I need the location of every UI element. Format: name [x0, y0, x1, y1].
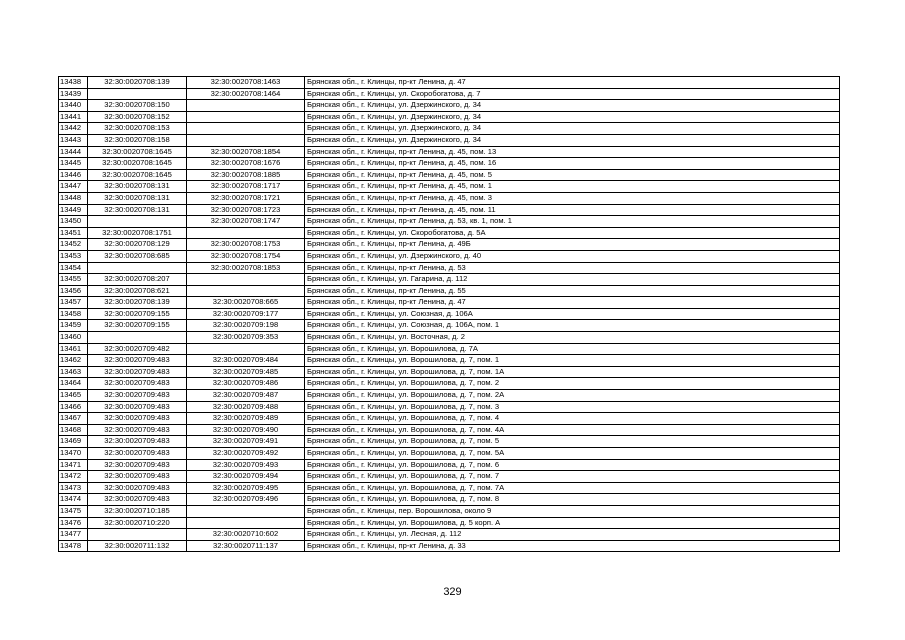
- row-number-cell: 13453: [59, 250, 88, 262]
- address-cell: Брянская обл., г. Клинцы, ул. Союзная, д. 106А, пом. 1: [305, 320, 840, 332]
- object-number-cell: [187, 111, 305, 123]
- address-cell: Брянская обл., г. Клинцы, пр-кт Ленина, д. 53, кв. 1, пом. 1: [305, 216, 840, 228]
- address-cell: Брянская обл., г. Клинцы, ул. Ворошилова, д. 7, пом. 8: [305, 494, 840, 506]
- table-row: [59, 239, 840, 251]
- row-number-cell: 13446: [59, 169, 88, 181]
- object-number-cell: 32:30:0020710:602: [187, 529, 305, 541]
- address-cell: Брянская обл., г. Клинцы, пер. Ворошилова, около 9: [305, 505, 840, 517]
- parcel-number-cell: 32:30:0020708:139: [88, 77, 187, 89]
- object-number-cell: [187, 343, 305, 355]
- table-row: [59, 401, 840, 413]
- object-number-cell: 32:30:0020709:493: [187, 459, 305, 471]
- parcel-number-cell: [88, 88, 187, 100]
- row-number-cell: 13462: [59, 355, 88, 367]
- object-number-cell: 32:30:0020709:489: [187, 413, 305, 425]
- address-cell: Брянская обл., г. Клинцы, ул. Скоробогатова, д. 7: [305, 88, 840, 100]
- address-cell: Брянская обл., г. Клинцы, пр-кт Ленина, д. 45, пом. 16: [305, 158, 840, 170]
- table-row: [59, 111, 840, 123]
- parcel-number-cell: 32:30:0020708:1645: [88, 158, 187, 170]
- address-cell: Брянская обл., г. Клинцы, ул. Скоробогатова, д. 5А: [305, 227, 840, 239]
- object-number-cell: 32:30:0020709:487: [187, 390, 305, 402]
- address-cell: Брянская обл., г. Клинцы, ул. Ворошилова, д. 7, пом. 4: [305, 413, 840, 425]
- address-cell: Брянская обл., г. Клинцы, пр-кт Ленина, д. 53: [305, 262, 840, 274]
- table-row: [59, 262, 840, 274]
- address-cell: Брянская обл., г. Клинцы, пр-кт Ленина, д. 47: [305, 77, 840, 89]
- row-number-cell: 13472: [59, 471, 88, 483]
- parcel-number-cell: 32:30:0020709:483: [88, 494, 187, 506]
- row-number-cell: 13469: [59, 436, 88, 448]
- parcel-number-cell: 32:30:0020708:139: [88, 297, 187, 309]
- row-number-cell: 13470: [59, 448, 88, 460]
- row-number-cell: 13474: [59, 494, 88, 506]
- parcel-number-cell: 32:30:0020710:220: [88, 517, 187, 529]
- parcel-number-cell: 32:30:0020709:483: [88, 482, 187, 494]
- parcel-number-cell: 32:30:0020708:621: [88, 285, 187, 297]
- table-row: [59, 134, 840, 146]
- object-number-cell: 32:30:0020709:491: [187, 436, 305, 448]
- table-row: [59, 274, 840, 286]
- address-cell: Брянская обл., г. Клинцы, ул. Дзержинского, д. 34: [305, 111, 840, 123]
- table-row: [59, 158, 840, 170]
- parcel-number-cell: 32:30:0020709:155: [88, 308, 187, 320]
- table-row: [59, 216, 840, 228]
- parcel-number-cell: 32:30:0020708:153: [88, 123, 187, 135]
- row-number-cell: 13475: [59, 505, 88, 517]
- row-number-cell: 13448: [59, 192, 88, 204]
- row-number-cell: 13471: [59, 459, 88, 471]
- row-number-cell: 13464: [59, 378, 88, 390]
- object-number-cell: 32:30:0020709:485: [187, 366, 305, 378]
- object-number-cell: 32:30:0020708:665: [187, 297, 305, 309]
- address-cell: Брянская обл., г. Клинцы, ул. Ворошилова, д. 7, пом. 7: [305, 471, 840, 483]
- row-number-cell: 13473: [59, 482, 88, 494]
- row-number-cell: 13438: [59, 77, 88, 89]
- object-number-cell: 32:30:0020709:490: [187, 424, 305, 436]
- address-cell: Брянская обл., г. Клинцы, пр-кт Ленина, д. 45, пом. 13: [305, 146, 840, 158]
- row-number-cell: 13463: [59, 366, 88, 378]
- address-cell: Брянская обл., г. Клинцы, ул. Ворошилова, д. 7, пом. 4А: [305, 424, 840, 436]
- object-number-cell: [187, 517, 305, 529]
- parcel-number-cell: 32:30:0020709:483: [88, 390, 187, 402]
- table-row: [59, 517, 840, 529]
- address-cell: Брянская обл., г. Клинцы, ул. Восточная, д. 2: [305, 332, 840, 344]
- table-row: [59, 332, 840, 344]
- object-number-cell: 32:30:0020708:1753: [187, 239, 305, 251]
- table-row: [59, 169, 840, 181]
- table-row: [59, 448, 840, 460]
- table-row: [59, 297, 840, 309]
- parcel-number-cell: 32:30:0020708:131: [88, 204, 187, 216]
- table-row: [59, 436, 840, 448]
- row-number-cell: 13459: [59, 320, 88, 332]
- row-number-cell: 13467: [59, 413, 88, 425]
- row-number-cell: 13452: [59, 239, 88, 251]
- parcel-number-cell: 32:30:0020709:483: [88, 366, 187, 378]
- parcel-number-cell: 32:30:0020708:1645: [88, 169, 187, 181]
- table-row: [59, 343, 840, 355]
- table-row: [59, 146, 840, 158]
- table-row: [59, 308, 840, 320]
- row-number-cell: 13465: [59, 390, 88, 402]
- address-cell: Брянская обл., г. Клинцы, ул. Ворошилова, д. 7, пом. 6: [305, 459, 840, 471]
- parcel-number-cell: 32:30:0020708:131: [88, 181, 187, 193]
- row-number-cell: 13441: [59, 111, 88, 123]
- parcel-number-cell: 32:30:0020708:150: [88, 100, 187, 112]
- address-cell: Брянская обл., г. Клинцы, ул. Ворошилова, д. 7, пом. 5: [305, 436, 840, 448]
- table-row: [59, 482, 840, 494]
- parcel-number-cell: 32:30:0020709:483: [88, 459, 187, 471]
- row-number-cell: 13457: [59, 297, 88, 309]
- address-cell: Брянская обл., г. Клинцы, ул. Лесная, д. 112: [305, 529, 840, 541]
- table-row: [59, 250, 840, 262]
- object-number-cell: 32:30:0020709:486: [187, 378, 305, 390]
- object-number-cell: 32:30:0020709:488: [187, 401, 305, 413]
- parcel-number-cell: 32:30:0020709:483: [88, 436, 187, 448]
- table-row: [59, 181, 840, 193]
- parcel-number-cell: 32:30:0020709:483: [88, 401, 187, 413]
- row-number-cell: 13450: [59, 216, 88, 228]
- row-number-cell: 13445: [59, 158, 88, 170]
- parcel-number-cell: 32:30:0020709:483: [88, 424, 187, 436]
- object-number-cell: 32:30:0020708:1747: [187, 216, 305, 228]
- row-number-cell: 13477: [59, 529, 88, 541]
- address-cell: Брянская обл., г. Клинцы, ул. Дзержинского, д. 34: [305, 134, 840, 146]
- row-number-cell: 13442: [59, 123, 88, 135]
- object-number-cell: 32:30:0020708:1464: [187, 88, 305, 100]
- table-row: [59, 505, 840, 517]
- object-number-cell: 32:30:0020708:1885: [187, 169, 305, 181]
- row-number-cell: 13466: [59, 401, 88, 413]
- address-cell: Брянская обл., г. Клинцы, ул. Ворошилова, д. 7, пом. 3: [305, 401, 840, 413]
- object-number-cell: 32:30:0020709:496: [187, 494, 305, 506]
- parcel-number-cell: 32:30:0020709:483: [88, 378, 187, 390]
- address-cell: Брянская обл., г. Клинцы, ул. Ворошилова, д. 7, пом. 1: [305, 355, 840, 367]
- row-number-cell: 13456: [59, 285, 88, 297]
- row-number-cell: 13458: [59, 308, 88, 320]
- parcel-number-cell: 32:30:0020709:155: [88, 320, 187, 332]
- row-number-cell: 13443: [59, 134, 88, 146]
- object-number-cell: 32:30:0020709:177: [187, 308, 305, 320]
- address-cell: Брянская обл., г. Клинцы, ул. Союзная, д. 106А: [305, 308, 840, 320]
- object-number-cell: 32:30:0020708:1754: [187, 250, 305, 262]
- address-cell: Брянская обл., г. Клинцы, ул. Дзержинского, д. 34: [305, 123, 840, 135]
- address-cell: Брянская обл., г. Клинцы, пр-кт Ленина, д. 45, пом. 5: [305, 169, 840, 181]
- registry-table-body: [59, 77, 840, 552]
- parcel-number-cell: [88, 529, 187, 541]
- object-number-cell: [187, 227, 305, 239]
- object-number-cell: 32:30:0020709:495: [187, 482, 305, 494]
- address-cell: Брянская обл., г. Клинцы, ул. Ворошилова, д. 7А: [305, 343, 840, 355]
- parcel-number-cell: 32:30:0020708:131: [88, 192, 187, 204]
- object-number-cell: [187, 285, 305, 297]
- object-number-cell: 32:30:0020708:1721: [187, 192, 305, 204]
- object-number-cell: [187, 505, 305, 517]
- parcel-number-cell: [88, 262, 187, 274]
- object-number-cell: 32:30:0020709:353: [187, 332, 305, 344]
- parcel-number-cell: 32:30:0020708:207: [88, 274, 187, 286]
- table-row: [59, 413, 840, 425]
- row-number-cell: 13461: [59, 343, 88, 355]
- address-cell: Брянская обл., г. Клинцы, ул. Ворошилова, д. 7, пом. 2А: [305, 390, 840, 402]
- table-row: [59, 100, 840, 112]
- table-row: [59, 459, 840, 471]
- parcel-number-cell: 32:30:0020709:483: [88, 355, 187, 367]
- object-number-cell: 32:30:0020711:137: [187, 540, 305, 552]
- row-number-cell: 13454: [59, 262, 88, 274]
- table-row: [59, 471, 840, 483]
- parcel-number-cell: 32:30:0020710:185: [88, 505, 187, 517]
- object-number-cell: 32:30:0020709:492: [187, 448, 305, 460]
- object-number-cell: 32:30:0020708:1717: [187, 181, 305, 193]
- parcel-number-cell: 32:30:0020708:158: [88, 134, 187, 146]
- parcel-number-cell: 32:30:0020708:152: [88, 111, 187, 123]
- table-row: [59, 123, 840, 135]
- object-number-cell: [187, 274, 305, 286]
- parcel-number-cell: 32:30:0020708:1645: [88, 146, 187, 158]
- table-row: [59, 227, 840, 239]
- parcel-number-cell: 32:30:0020708:129: [88, 239, 187, 251]
- address-cell: Брянская обл., г. Клинцы, ул. Дзержинского, д. 40: [305, 250, 840, 262]
- table-row: [59, 192, 840, 204]
- address-cell: Брянская обл., г. Клинцы, пр-кт Ленина, д. 45, пом. 1: [305, 181, 840, 193]
- table-row: [59, 424, 840, 436]
- object-number-cell: 32:30:0020709:484: [187, 355, 305, 367]
- table-row: [59, 285, 840, 297]
- table-row: [59, 378, 840, 390]
- address-cell: Брянская обл., г. Клинцы, пр-кт Ленина, д. 49Б: [305, 239, 840, 251]
- parcel-number-cell: [88, 216, 187, 228]
- row-number-cell: 13478: [59, 540, 88, 552]
- object-number-cell: [187, 100, 305, 112]
- object-number-cell: [187, 123, 305, 135]
- table-row: [59, 77, 840, 89]
- address-cell: Брянская обл., г. Клинцы, ул. Ворошилова, д. 5 корп. А: [305, 517, 840, 529]
- address-cell: Брянская обл., г. Клинцы, пр-кт Ленина, д. 45, пом. 11: [305, 204, 840, 216]
- row-number-cell: 13451: [59, 227, 88, 239]
- row-number-cell: 13449: [59, 204, 88, 216]
- parcel-number-cell: 32:30:0020709:483: [88, 448, 187, 460]
- parcel-number-cell: 32:30:0020708:685: [88, 250, 187, 262]
- object-number-cell: 32:30:0020708:1463: [187, 77, 305, 89]
- parcel-number-cell: 32:30:0020709:482: [88, 343, 187, 355]
- object-number-cell: 32:30:0020708:1676: [187, 158, 305, 170]
- table-row: [59, 88, 840, 100]
- table-row: [59, 320, 840, 332]
- table-row: [59, 366, 840, 378]
- address-cell: Брянская обл., г. Клинцы, ул. Ворошилова, д. 7, пом. 5А: [305, 448, 840, 460]
- table-row: [59, 390, 840, 402]
- object-number-cell: 32:30:0020708:1723: [187, 204, 305, 216]
- object-number-cell: 32:30:0020709:494: [187, 471, 305, 483]
- address-cell: Брянская обл., г. Клинцы, ул. Ворошилова, д. 7, пом. 1А: [305, 366, 840, 378]
- parcel-number-cell: 32:30:0020711:132: [88, 540, 187, 552]
- row-number-cell: 13439: [59, 88, 88, 100]
- table-row: [59, 204, 840, 216]
- address-cell: Брянская обл., г. Клинцы, ул. Дзержинского, д. 34: [305, 100, 840, 112]
- address-cell: Брянская обл., г. Клинцы, ул. Гагарина, д. 112: [305, 274, 840, 286]
- row-number-cell: 13440: [59, 100, 88, 112]
- object-number-cell: 32:30:0020708:1853: [187, 262, 305, 274]
- row-number-cell: 13468: [59, 424, 88, 436]
- address-cell: Брянская обл., г. Клинцы, пр-кт Ленина, д. 47: [305, 297, 840, 309]
- row-number-cell: 13447: [59, 181, 88, 193]
- object-number-cell: 32:30:0020709:198: [187, 320, 305, 332]
- address-cell: Брянская обл., г. Клинцы, пр-кт Ленина, д. 33: [305, 540, 840, 552]
- row-number-cell: 13455: [59, 274, 88, 286]
- object-number-cell: 32:30:0020708:1854: [187, 146, 305, 158]
- table-row: [59, 494, 840, 506]
- row-number-cell: 13460: [59, 332, 88, 344]
- address-cell: Брянская обл., г. Клинцы, пр-кт Ленина, д. 55: [305, 285, 840, 297]
- table-row: [59, 529, 840, 541]
- parcel-number-cell: 32:30:0020709:483: [88, 471, 187, 483]
- row-number-cell: 13476: [59, 517, 88, 529]
- parcel-number-cell: 32:30:0020709:483: [88, 413, 187, 425]
- parcel-number-cell: 32:30:0020708:1751: [88, 227, 187, 239]
- registry-table: [58, 76, 840, 552]
- address-cell: Брянская обл., г. Клинцы, ул. Ворошилова, д. 7, пом. 7А: [305, 482, 840, 494]
- parcel-number-cell: [88, 332, 187, 344]
- address-cell: Брянская обл., г. Клинцы, ул. Ворошилова, д. 7, пом. 2: [305, 378, 840, 390]
- table-row: [59, 540, 840, 552]
- row-number-cell: 13444: [59, 146, 88, 158]
- page-number: 329: [443, 586, 462, 598]
- address-cell: Брянская обл., г. Клинцы, пр-кт Ленина, д. 45, пом. 3: [305, 192, 840, 204]
- object-number-cell: [187, 134, 305, 146]
- table-row: [59, 355, 840, 367]
